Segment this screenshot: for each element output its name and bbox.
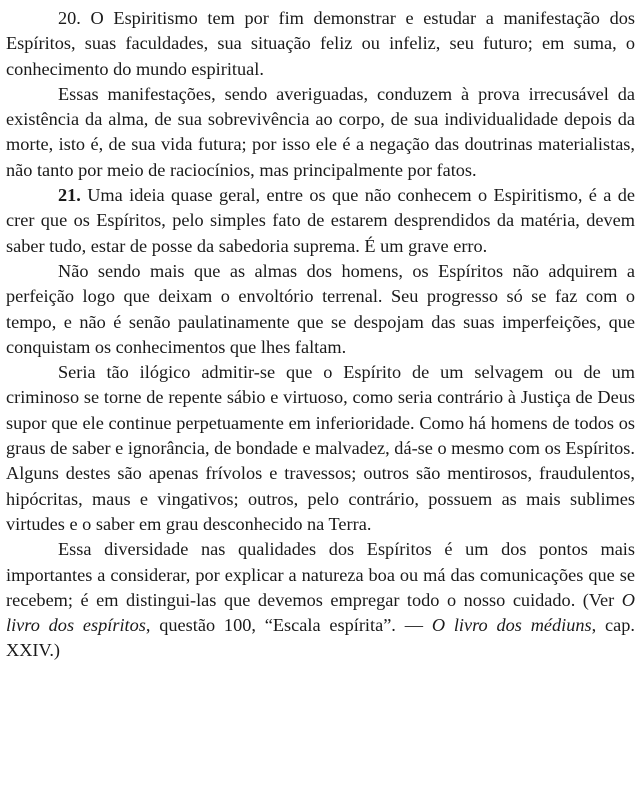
paragraph-20 [6,6,635,82]
paragraph-21 [6,183,635,259]
paragraph-text: Uma ideia quase geral, entre os que não conhecem o Espiritismo, é a de crer que os Espíritos, pelo simples fato de estarem desprendidos da matéria, devem saber tudo, estar de posse da sabedoria suprema. É um grave erro. [6,185,635,256]
paragraph-21-continuation-2 [6,360,635,537]
paragraph-20-continuation [6,82,635,183]
paragraph-text: O Espiritismo tem por fim demonstrar e estudar a manifestação dos Espíritos, suas faculdades, sua situação feliz ou infeliz, seu futuro; em suma, o conhecimento do mundo espiritual. [6,8,635,79]
reference-detail: , cap. XXIV.) [6,615,635,661]
paragraph-21-continuation-1 [6,259,635,360]
book-reference-title: O livro dos médiuns [431,615,592,636]
paragraph-21-continuation-3 [6,537,635,663]
paragraph-number: 21. [58,185,81,206]
paragraph-text: Não sendo mais que as almas dos homens, os Espíritos não adquirem a perfeição logo que deixam o envoltório terrenal. Seu progresso só se faz com o tempo, e não é senão paulatinamente que se despojam das suas imperfeições, que conquistam os conhecimentos que lhes faltam. [6,260,635,357]
reference-detail: , questão 100, “Escala espírita”. — [145,615,432,636]
paragraph-text: Essas manifestações, sendo averiguadas, conduzem à prova irrecusável da existência da alma, de sua sobrevivência ao corpo, de sua individualidade depois da morte, isto é, de sua vida futura; por isso ele é a negação das doutrinas materialistas, não tanto por meio de raciocínios, mas principalmente por fatos. [6,83,635,180]
paragraph-text: Seria tão ilógico admitir-se que o Espírito de um selvagem ou de um criminoso se torne de repente sábio e virtuoso, como seria contrário à Justiça de Deus supor que ele continue perpetuamente em inferioridade. Como há homens de todos os graus de saber e ignorância, de bondade e malvadez, dá-se o mesmo com os Espíritos. Alguns destes são apenas frívolos e travessos; outros são mentirosos, fraudulentos, hipócritas, maus e vingativos; outros, pelo contrário, possuem as mais sublimes virtudes e o saber em grau desconhecido na Terra. [6,362,635,534]
paragraph-text: Essa diversidade nas qualidades dos Espíritos é um dos pontos mais importantes a considerar, por explicar a natureza boa ou má das comunicações que se recebem; é em distingui-las que devemos empregar todo o nosso cuidado. (Ver [6,539,635,610]
book-reference-title: O livro dos espíritos [6,589,635,636]
paragraph-number: 20. [58,8,81,28]
